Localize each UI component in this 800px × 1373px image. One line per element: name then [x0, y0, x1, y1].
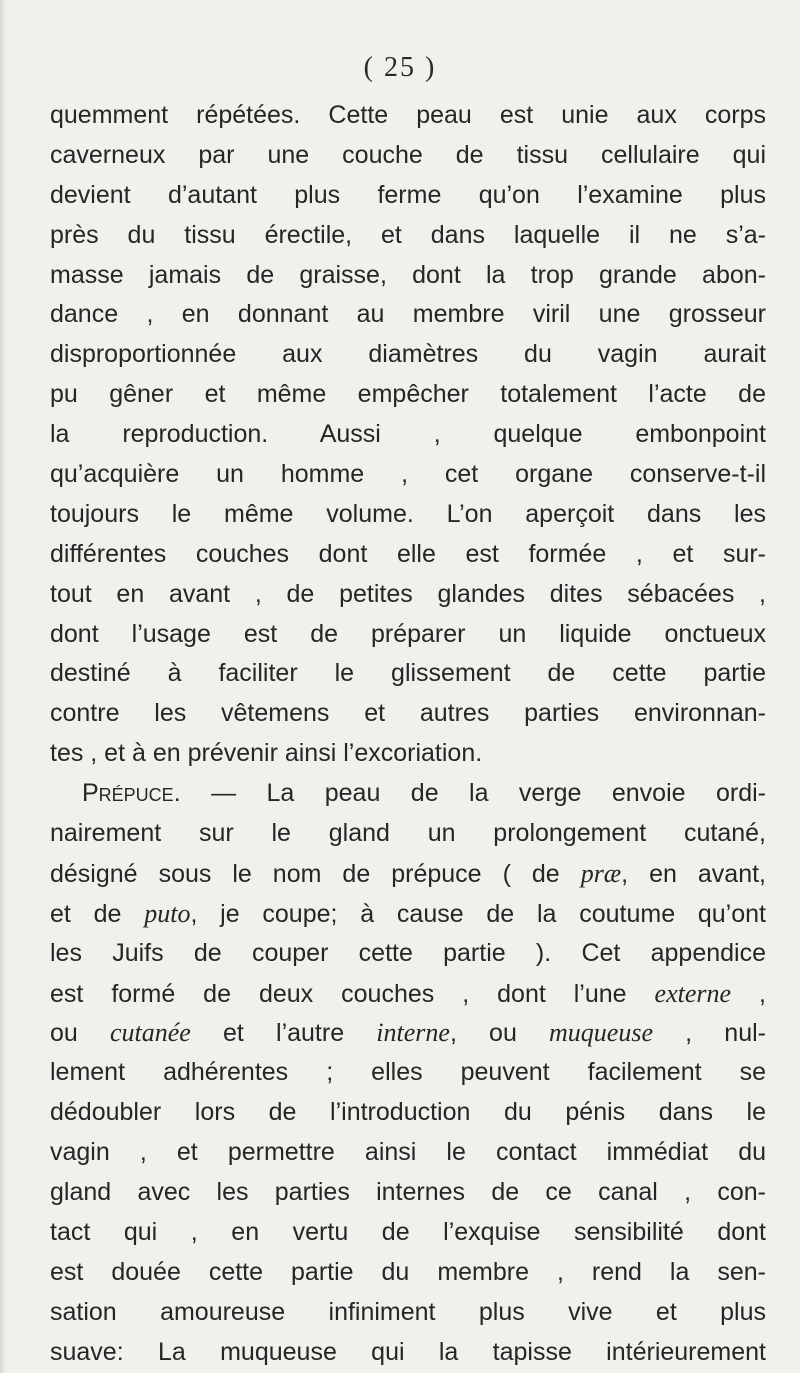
- text-line-16: contre les vêtemens et autres parties environnan-: [50, 699, 766, 728]
- text-line-5: masse jamais de graisse, dont la trop grande abon-: [50, 260, 766, 289]
- term-cutanee: cutanée: [109, 1018, 191, 1048]
- text-line-18: [50, 774, 766, 814]
- text-line-21-b: , je coupe; à cause de la coutume qu’ont: [190, 899, 766, 928]
- text-line-23: [50, 974, 766, 1014]
- text-line-4: près du tissu érectile, et dans laquelle il ne s’a-: [50, 220, 766, 249]
- text-line-24-d: , nul-: [653, 1019, 766, 1048]
- text-line-12: différentes couches dont elle est formée , et sur-: [50, 539, 766, 568]
- text-line-7: disproportionnée aux diamètres du vagin aurait: [50, 340, 766, 369]
- text-line-15: destiné à faciliter le glissement de cette partie: [50, 659, 766, 688]
- text-line-14: dont l’usage est de préparer un liquide onctueux: [50, 619, 766, 648]
- text-line-29: tact qui , en vertu de l’exquise sensibilité dont: [50, 1217, 766, 1246]
- text-line-11: toujours le même volume. L’on aperçoit dans les: [50, 499, 766, 528]
- text-line-27: vagin , et permettre ainsi le contact immédiat du: [50, 1138, 766, 1167]
- text-line-20: [50, 854, 766, 894]
- text-line-25: lement adhérentes ; elles peuvent facilement se: [50, 1058, 766, 1087]
- text-line-21-a: et de: [50, 899, 145, 928]
- section-heading-prepuce: Prépuce.: [82, 779, 181, 808]
- text-line-28: gland avec les parties internes de ce canal , con-: [50, 1178, 766, 1207]
- term-externe: externe: [654, 978, 732, 1008]
- text-line-30: est douée cette partie du membre , rend la sen-: [50, 1257, 766, 1286]
- text-line-9: la reproduction. Aussi , quelque embonpoint: [50, 420, 766, 449]
- text-line-2: caverneux par une couche de tissu cellulaire qui: [50, 140, 766, 169]
- page-binding-shadow: [0, 0, 6, 1373]
- page-number: ( 25 ): [363, 52, 437, 83]
- text-line-24: [50, 1013, 766, 1053]
- text-line-20-b: , en avant,: [621, 859, 766, 888]
- text-line-24-a: ou: [50, 1019, 110, 1048]
- text-line-10: qu’acquière un homme , cet organe conserve-t-il: [50, 460, 766, 489]
- text-line-13: tout en avant , de petites glandes dites sébacées ,: [50, 579, 766, 608]
- body-text: [50, 96, 766, 1373]
- text-line-3: devient d’autant plus ferme qu’on l’examine plus: [50, 180, 766, 209]
- text-line-19: nairement sur le gland un prolongement cutané,: [50, 819, 766, 848]
- text-line-20-a: désigné sous le nom de prépuce ( de: [50, 859, 581, 888]
- text-line-1: quemment répétées. Cette peau est unie aux corps: [50, 101, 766, 129]
- text-line-8: pu gêner et même empêcher totalement l’acte de: [50, 380, 766, 409]
- latin-term-prae: præ: [580, 858, 622, 888]
- term-muqueuse: muqueuse: [549, 1018, 654, 1048]
- text-line-24-c: , ou: [449, 1019, 550, 1048]
- text-line-26: dédoubler lors de l’introduction du pénis dans le: [50, 1098, 766, 1127]
- text-line-23-b: ,: [731, 979, 766, 1008]
- text-line-31: sation amoureuse infiniment plus vive et plus: [50, 1297, 766, 1326]
- text-line-21: [50, 894, 766, 934]
- text-line-18-rest: — La peau de la verge envoie ordi-: [180, 779, 766, 808]
- term-interne: interne: [376, 1018, 450, 1048]
- text-line-6: dance , en donnant au membre viril une grosseur: [50, 300, 766, 329]
- text-line-32: suave: La muqueuse qui la tapisse intérieurement: [50, 1337, 766, 1366]
- latin-term-puto: puto: [144, 898, 191, 928]
- text-line-24-b: et l’autre: [190, 1019, 377, 1048]
- text-line-22: les Juifs de couper cette partie ). Cet appendice: [50, 938, 766, 967]
- text-line-17: tes , et à en prévenir ainsi l’excoriation.: [50, 739, 483, 768]
- text-line-23-a: est formé de deux couches , dont l’une: [50, 979, 655, 1008]
